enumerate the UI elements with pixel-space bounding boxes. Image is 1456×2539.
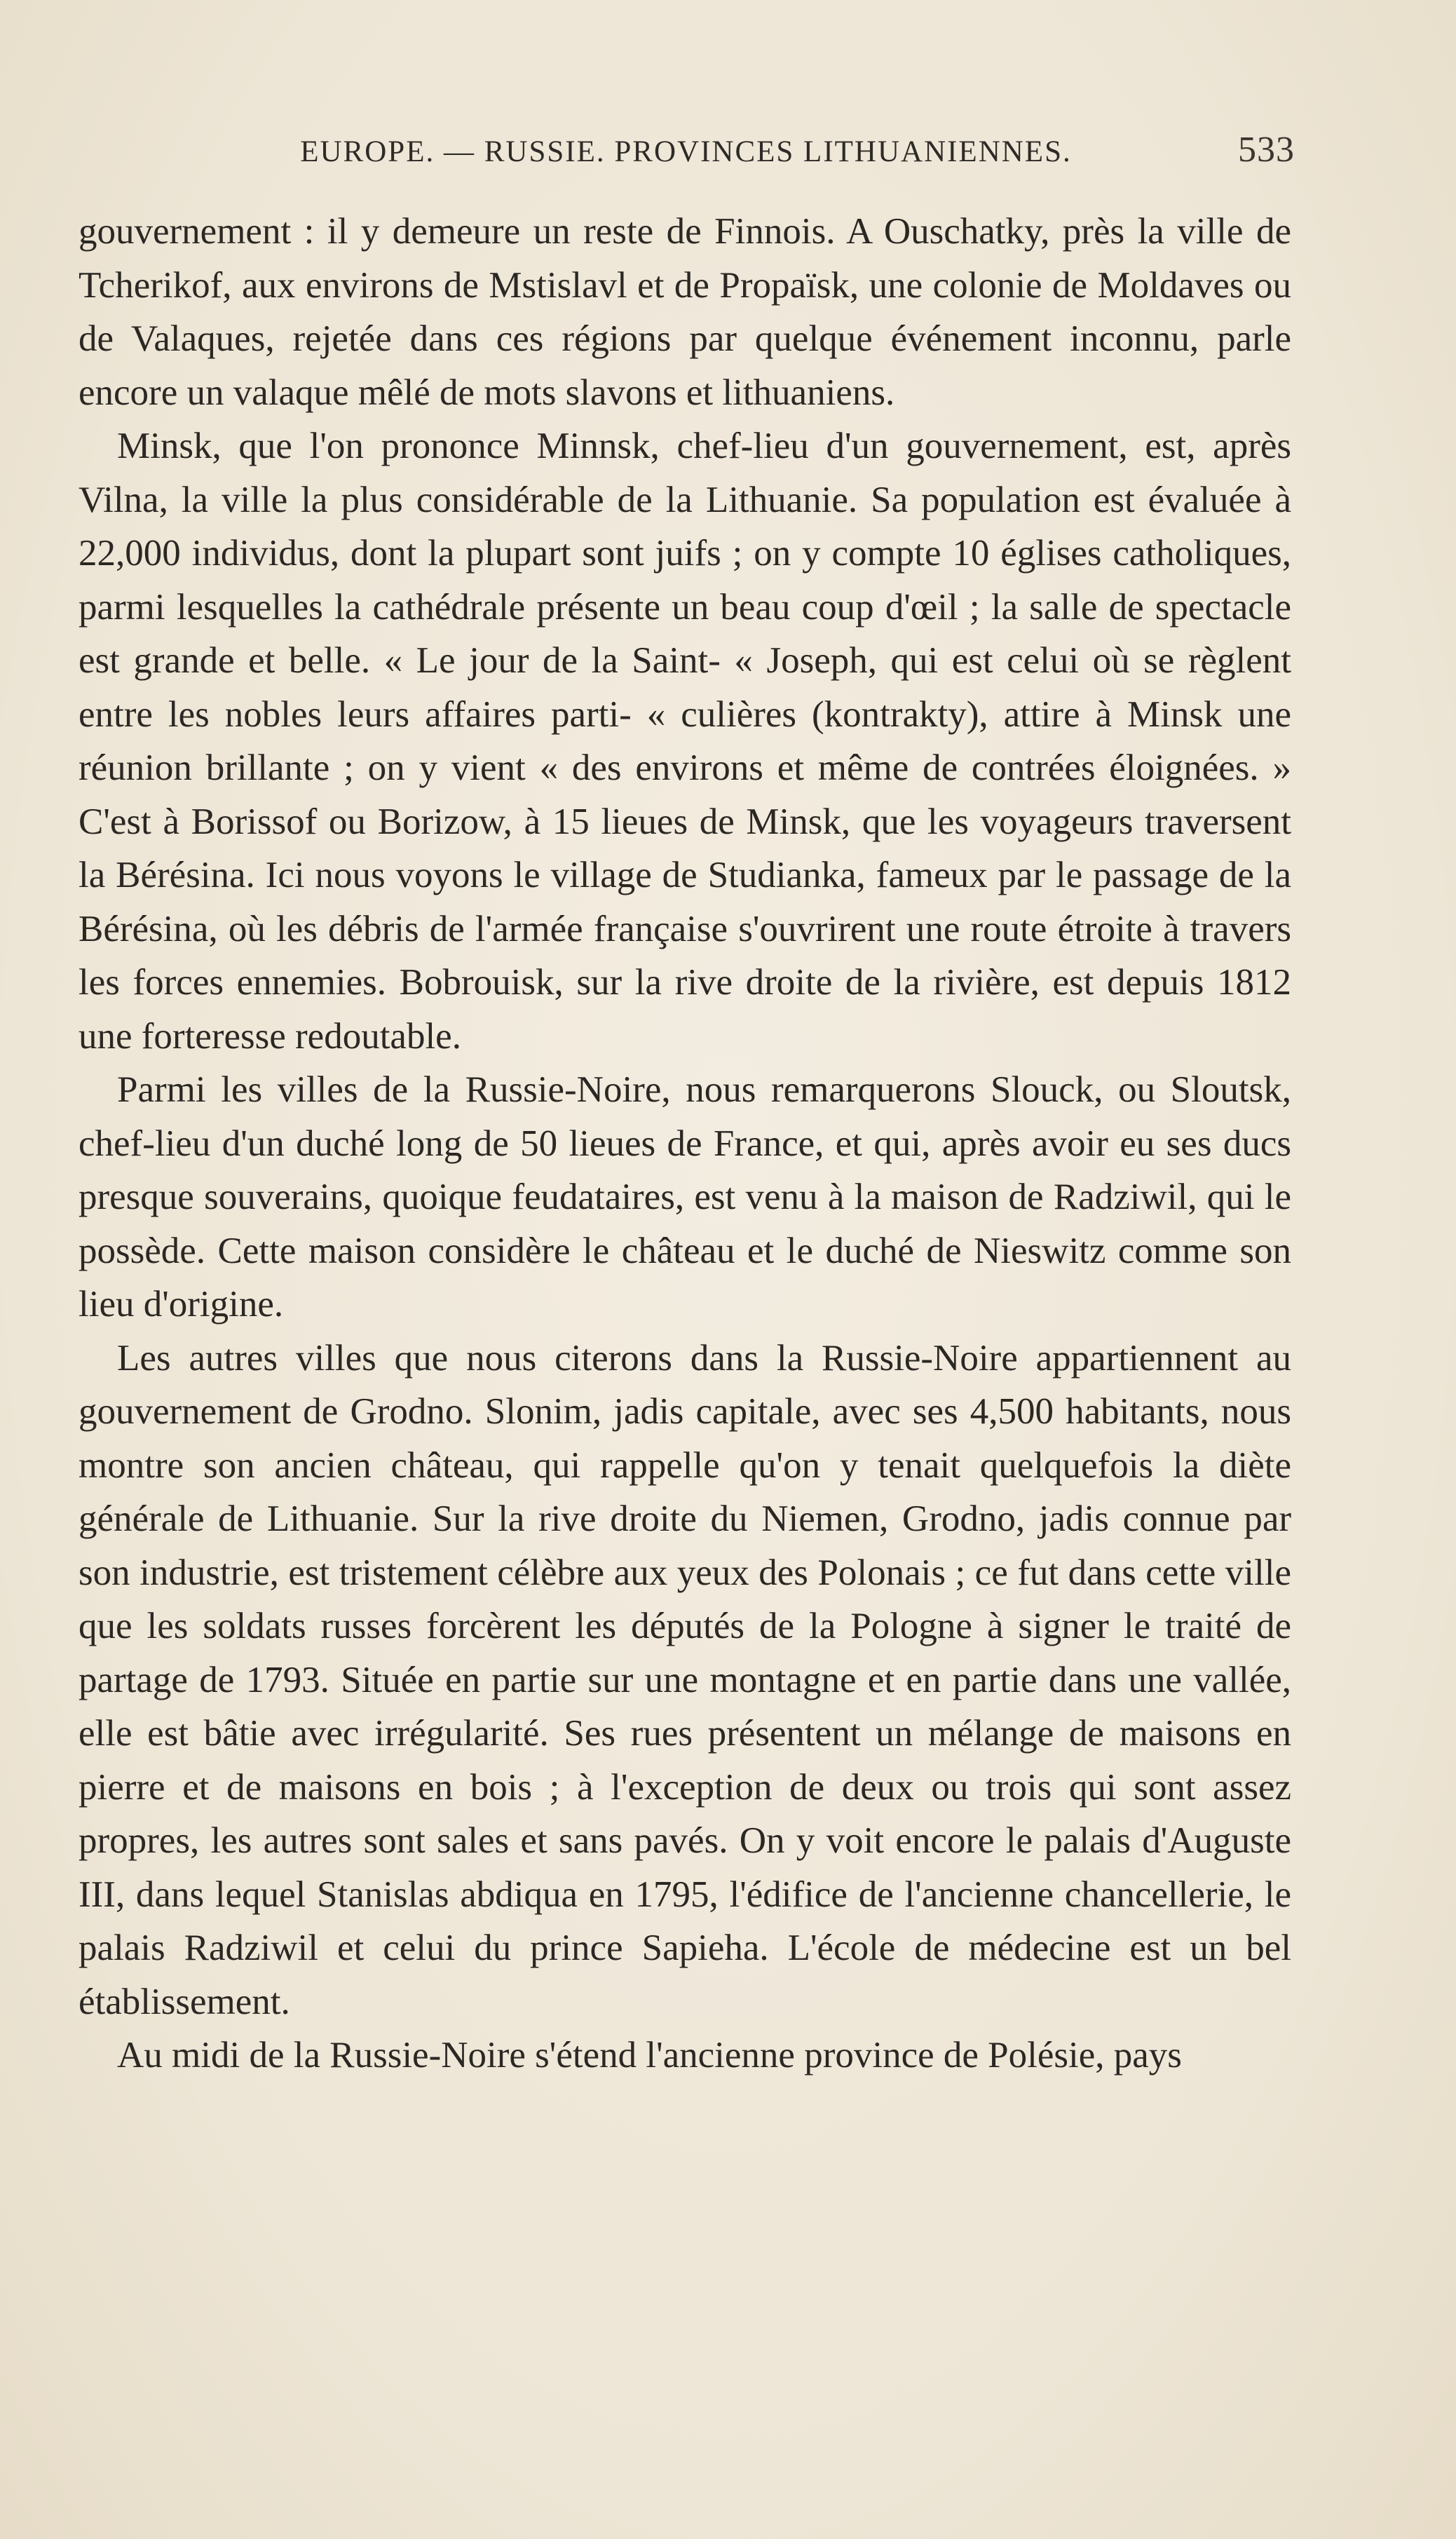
body-text — [79, 205, 1291, 2083]
page-number: 533 — [1238, 130, 1295, 170]
header-title: EUROPE. — RUSSIE. PROVINCES LITHUANIENNES. — [300, 135, 1072, 168]
paragraph-3: Parmi les villes de la Russie-Noire, nous remarquerons Slouck, ou Sloutsk, chef-lieu d'un duché long de 50 lieues de France, et qui, après avoir eu ses ducs presque souverains, quoique feudataires, est venu à la maison de Radziwil, qui le possède. Cette maison considère le château et le duché de Nieswitz comme son lieu d'origine. — [79, 1069, 1291, 1325]
running-head — [77, 130, 1295, 177]
paragraph-1: gouvernement : il y demeure un reste de Finnois. A Ouschatky, près la ville de Tcherikof, aux environs de Mstislavl et de Propaïsk, une colonie de Moldaves ou de Valaques, rejetée dans ces régions par quelque événement inconnu, parle encore un valaque mêlé de mots slavons et lithuaniens. — [79, 211, 1291, 413]
paragraph-2: Minsk, que l'on prononce Minnsk, chef-lieu d'un gouvernement, est, après Vilna, la ville la plus considérable de la Lithuanie. Sa population est évaluée à 22,000 individus, dont la plupart sont juifs ; on y compte 10 églises catholiques, parmi lesquelles la cathédrale présente un beau coup d'œil ; la salle de spectacle est grande et belle. « Le jour de la Saint- « Joseph, qui est celui où se règlent entre les nobles leurs affaires parti- « culières (kontrakty), attire à Minsk une réunion brillante ; on y vient « des environs et même de contrées éloignées. » C'est à Borissof ou Borizow, à 15 lieues de Minsk, que les voyageurs traversent la Bérésina. Ici nous voyons le village de Studianka, fameux par le passage de la Bérésina, où les débris de l'armée française s'ouvrirent une route étroite à travers les forces ennemies. Bobrouisk, sur la rive droite de la rivière, est depuis 1812 une forteresse redoutable. — [79, 426, 1291, 1057]
paragraph-5: Au midi de la Russie-Noire s'étend l'ancienne province de Polésie, pays — [117, 2035, 1182, 2076]
paragraph-4: Les autres villes que nous citerons dans la Russie-Noire appartiennent au gouvernement de Grodno. Slonim, jadis capitale, avec ses 4,500 habitants, nous montre son ancien château, qui rappelle qu'on y tenait quelquefois la diète générale de Lithuanie. Sur la rive droite du Niemen, Grodno, jadis connue par son industrie, est tristement célèbre aux yeux des Polonais ; ce fut dans cette ville que les soldats russes forcèrent les députés de la Pologne à signer le traité de partage de 1793. Située en partie sur une montagne et en partie dans une vallée, elle est bâtie avec irrégularité. Ses rues présentent un mélange de maisons en pierre et de maisons en bois ; à l'exception de deux ou trois qui sont assez propres, les autres sont sales et sans pavés. On y voit encore le palais d'Auguste III, dans lequel Stanislas abdiqua en 1795, l'édifice de l'ancienne chancellerie, le palais Radziwil et celui du prince Sapieha. L'école de médecine est un bel établissement. — [79, 1337, 1291, 2022]
